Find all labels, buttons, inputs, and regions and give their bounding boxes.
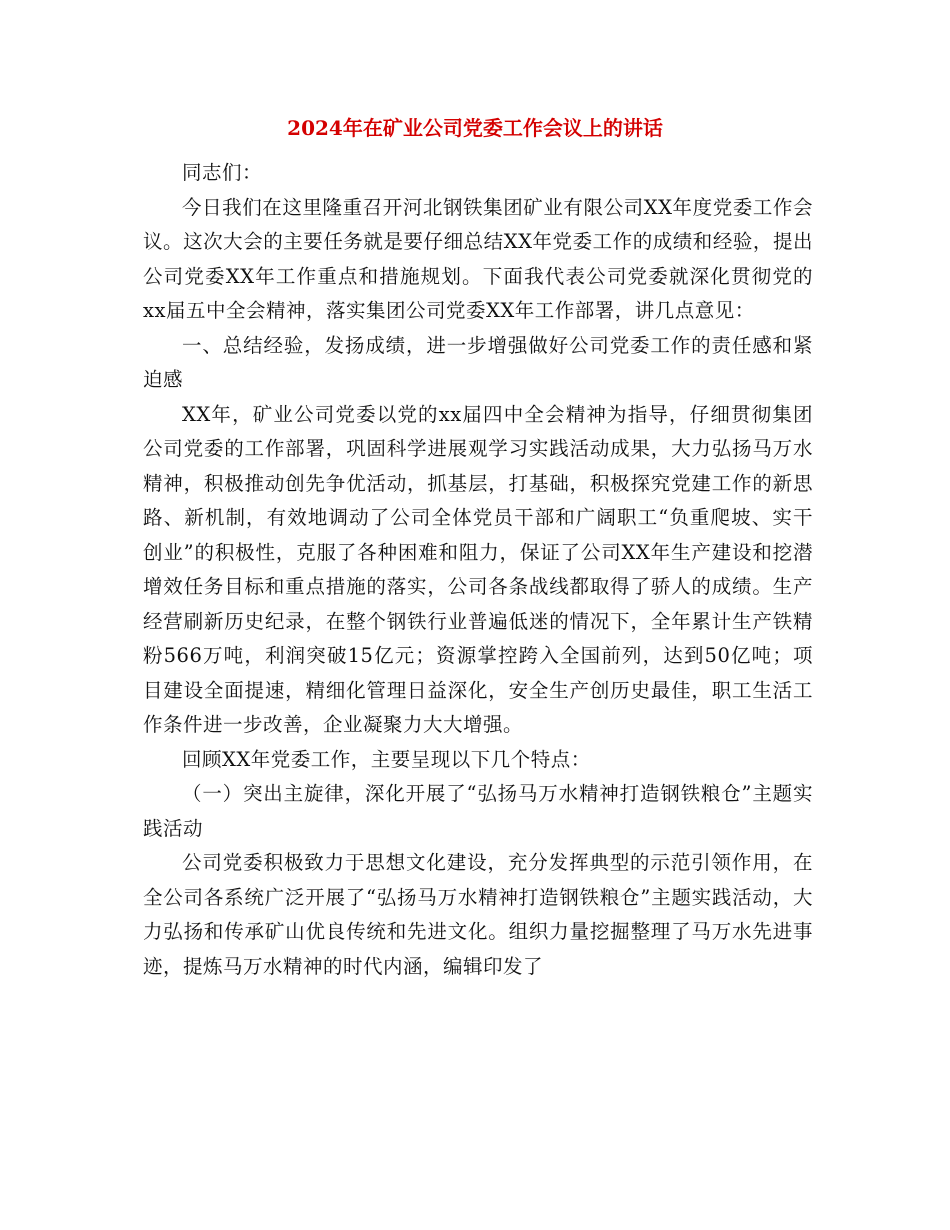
- achievements-paragraph: XX年，矿业公司党委以党的xx届四中全会精神为指导，仔细贯彻集团公司党委的工作部署，巩固科学进展观学习实践活动成果，大力弘扬马万水精神，积极推动创先争优活动，抓基层，打基础，积极探究党建工作的新思路、新机制，有效地调动了公司全体党员干部和广阔职工“负重爬坡、实干创业”的积极性，克服了各种困难和阻力，保证了公司XX年生产建设和挖潜增效任务目标和重点措施的落实，公司各条战线都取得了骄人的成绩。生产经营刷新历史纪录，在整个钢铁行业普遍低迷的情况下，全年累计生产铁精粉566万吨，利润突破15亿元；资源掌控跨入全国前列，达到50亿吨；项目建设全面提速，精细化管理日益深化，安全生产创历史最佳，职工生活工作条件进一步改善，企业凝聚力大大增强。: [143, 402, 813, 736]
- intro-paragraph: 今日我们在这里隆重召开河北钢铁集团矿业有限公司XX年度党委工作会议。这次大会的主要任务就是要仔细总结XX年党委工作的成绩和经验，提出公司党委XX年工作重点和措施规划。下面我代表公司党委就深化贯彻党的xx届五中全会精神，落实集团公司党委XX年工作部署，讲几点意见：: [143, 195, 813, 322]
- document-body: [143, 156, 813, 984]
- section-heading-1: 一、总结经验，发扬成绩，进一步增强做好公司党委工作的责任感和紧迫感: [143, 333, 813, 391]
- salutation-paragraph: 同志们：: [182, 161, 263, 184]
- review-paragraph: 回顾XX年党委工作，主要呈现以下几个特点：: [182, 747, 591, 771]
- culture-paragraph: 公司党委积极致力于思想文化建设，充分发挥典型的示范引领作用，在全公司各系统广泛开展了“弘扬马万水精神打造钢铁粮仓”主题实践活动，大力弘扬和传承矿山优良传统和先进文化。组织力量挖掘整理了马万水先进事迹，提炼马万水精神的时代内涵，编辑印发了: [143, 851, 813, 978]
- subsection-heading-1: （一）突出主旋律，深化开展了“弘扬马万水精神打造钢铁粮仓”主题实践活动: [143, 782, 813, 840]
- document-title: 2024年在矿业公司党委工作会议上的讲话: [287, 116, 663, 140]
